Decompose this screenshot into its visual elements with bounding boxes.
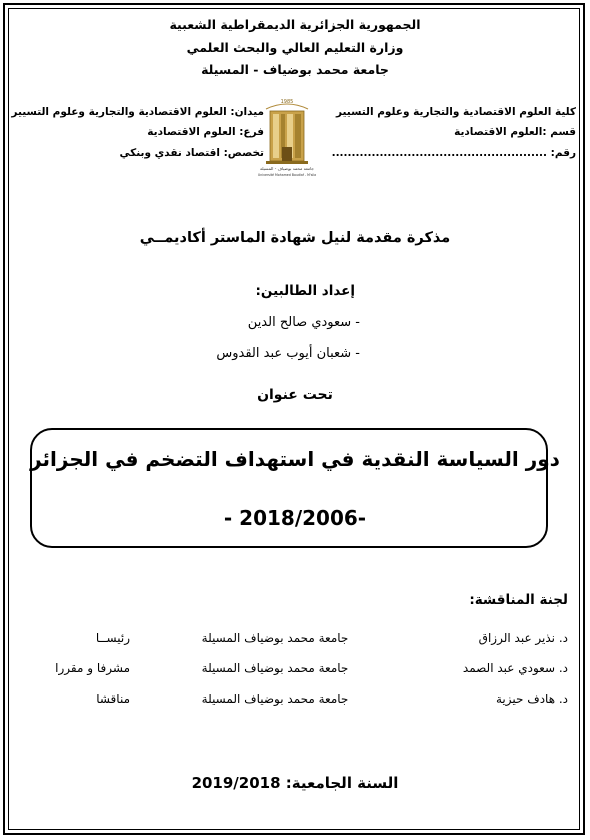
committee-member-2-name: د. سعودي عبد الصمد (462, 661, 568, 675)
number-dots: ...................................................... (331, 147, 547, 159)
committee-member-1-name: د. نذير عبد الرزاق (478, 631, 568, 645)
faculty-line: كلية العلوم الاقتصادية والتجارية وعلوم التسيير (335, 106, 576, 118)
specialty-line (14, 147, 264, 159)
number-line (332, 147, 576, 159)
department-line: قسم :العلوم الاقتصادية (454, 126, 576, 138)
committee-member-3-role: مناقشا (96, 692, 130, 706)
number-label: رقم: (550, 147, 576, 159)
committee-member-2-role: مشرفا و مقررا (55, 661, 130, 675)
committee-member-3-institution: جامعة محمد بوضياف المسيلة (201, 692, 349, 706)
branch-line: فرع: العلوم الاقتصادية (147, 126, 264, 138)
committee-member-2-institution: جامعة محمد بوضياف المسيلة (201, 661, 349, 675)
memo-title: مذكرة مقدمة لنيل شهادة الماستر أكاديمــي (139, 230, 451, 246)
university-logo (256, 97, 318, 179)
student-1: - سعودي صالح الدين (247, 315, 360, 330)
prepared-by-heading: إعداد الطالبين: (255, 283, 355, 299)
logo-year: 1985 (280, 99, 294, 105)
republic-line: الجمهورية الجزائرية الديمقراطية الشعبية (169, 17, 421, 32)
university-logo-emblem (256, 97, 318, 179)
student-2: - شعبان أيوب عبد القدوس (216, 346, 360, 361)
ministry-line: وزارة التعليم العالي والبحث العلمي (186, 40, 404, 55)
under-title-heading: تحت عنوان (257, 387, 333, 403)
logo-caption-ar: جامعة محمد بوضياف - المسيلة (259, 166, 315, 171)
thesis-title-box (30, 428, 548, 548)
university-line: جامعة محمد بوضياف - المسيلة (201, 62, 389, 77)
logo-caption-fr: Université Mohamed Boudiaf - M'sila (257, 173, 317, 177)
committee-member-3-name: د. هادف حيزية (496, 692, 568, 706)
thesis-period: - 2018/2006- (223, 506, 367, 530)
specialty-value: اقتصاد نقدي وبنكي (119, 147, 220, 159)
committee-member-1-institution: جامعة محمد بوضياف المسيلة (201, 631, 349, 645)
thesis-title: دور السياسة النقدية في استهداف التضخم في الجزائر (30, 447, 560, 471)
committee-heading: لجنة المناقشة: (469, 592, 568, 608)
specialty-label: تخصص: (223, 147, 264, 159)
academic-year: السنة الجامعية: 2019/2018 (191, 774, 399, 792)
committee-member-1-role: رئيســا (95, 631, 130, 645)
field-line: ميدان: العلوم الاقتصادية والتجارية وعلوم التسيير (11, 106, 264, 118)
